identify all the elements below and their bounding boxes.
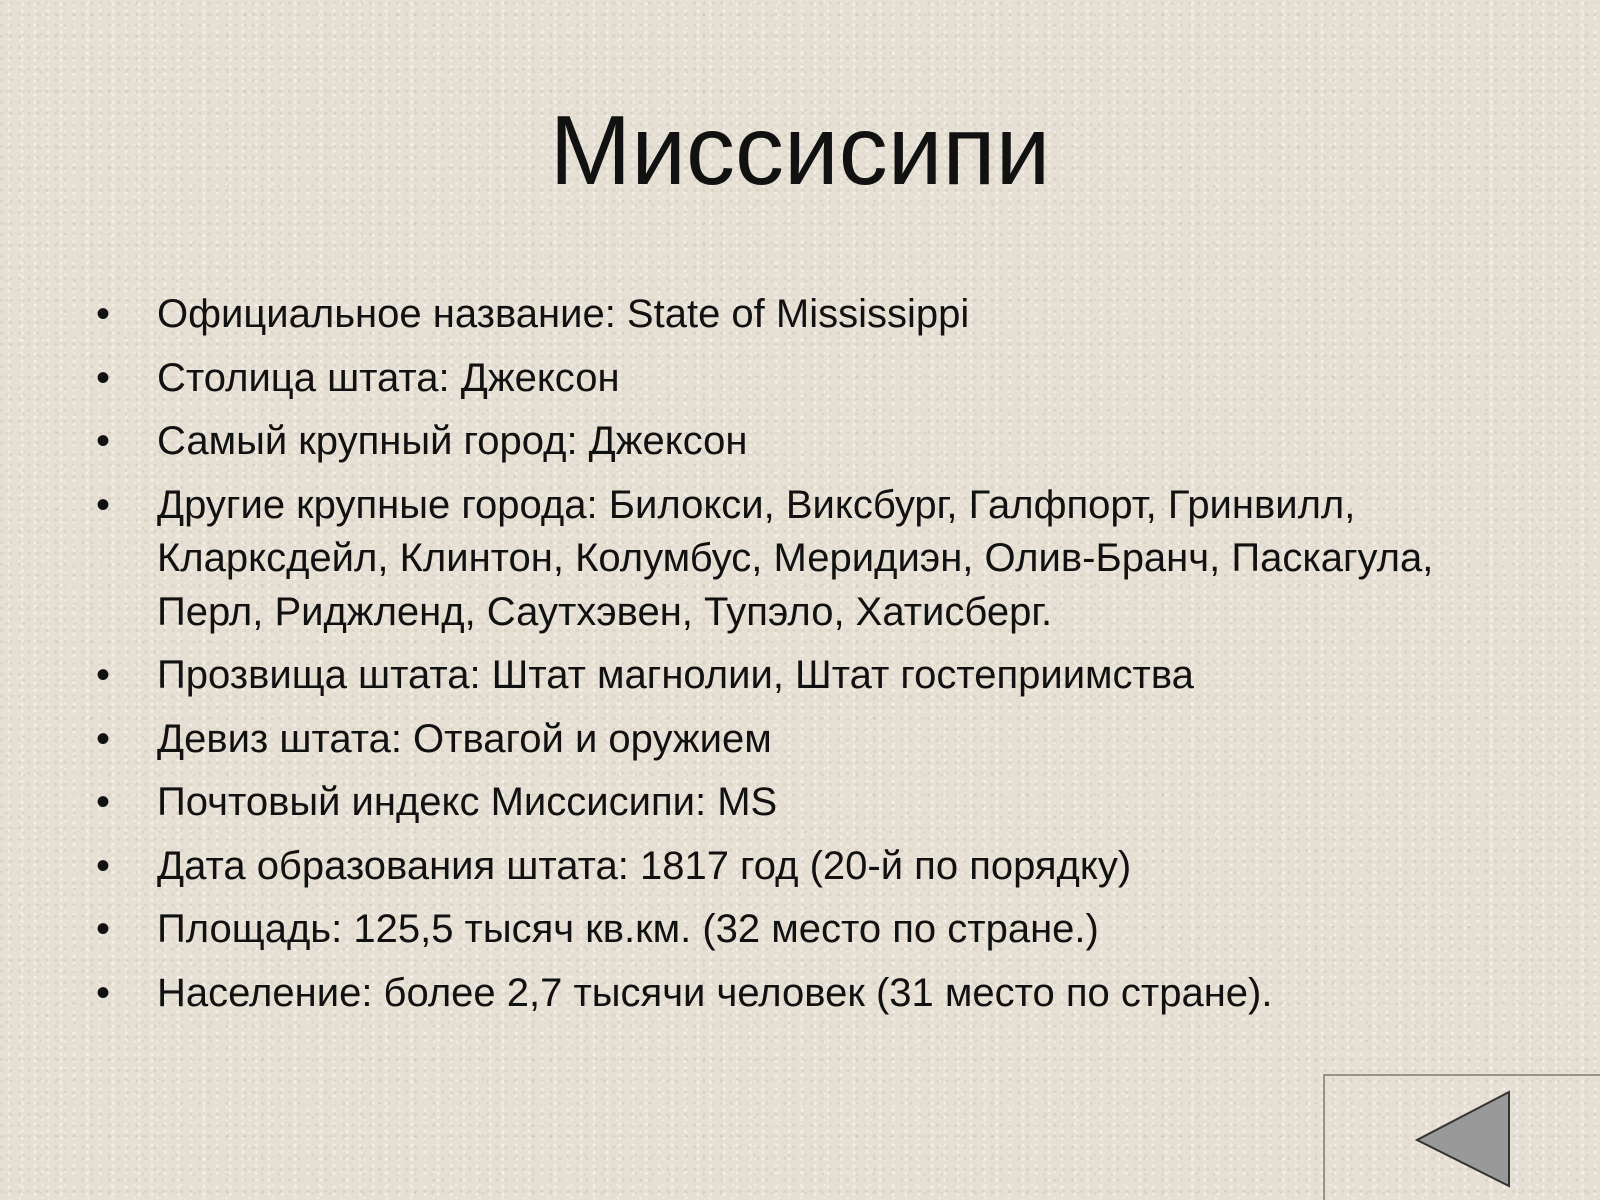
bullet-marker: • (96, 780, 111, 824)
bullet-item-area (96, 903, 1496, 957)
bullet-text: Дата образования штата: 1817 год (20-й по порядку) (157, 843, 1132, 888)
back-button[interactable] (1323, 1074, 1600, 1200)
bullet-text: Официальное название: State of Mississippi (157, 292, 970, 336)
bullet-text: Девиз штата: Отвагой и оружием (157, 716, 772, 761)
bullet-text: Площадь: 125,5 тысяч кв.км. (32 место по стране.) (157, 907, 1099, 951)
bullet-marker: • (96, 716, 111, 761)
bullet-item-other-cities (96, 479, 1496, 640)
slide-title: Миссисипи (549, 95, 1051, 205)
bullet-text: Население: более 2,7 тысячи человек (31 место по стране). (157, 970, 1273, 1015)
bullet-marker: • (96, 843, 111, 888)
bullet-marker: • (96, 482, 111, 527)
bullet-marker: • (96, 907, 111, 951)
bullet-item-motto (96, 713, 1496, 767)
bullet-item-postal-code (96, 776, 1496, 830)
bullet-item-official-name (96, 288, 1496, 342)
bullet-text: Почтовый индекс Миссисипи: MS (157, 780, 778, 824)
bullet-item-capital (96, 352, 1496, 406)
bullet-marker: • (96, 653, 111, 697)
bullet-text: Другие крупные города: Билокси, Виксбург, Галфпорт, Гринвилл, Кларксдейл, Клинтон, Колумбус, Меридиэн, Олив-Бранч, Паскагула, Перл, Риджленд, Саутхэвен, Тупэло, Хатисберг. (157, 482, 1434, 634)
bullet-item-largest-city (96, 415, 1496, 469)
bullet-marker: • (96, 970, 111, 1015)
bullet-item-population (96, 967, 1496, 1021)
bullet-marker: • (96, 292, 111, 336)
bullet-item-statehood-date (96, 840, 1496, 894)
bullet-list (96, 288, 1496, 1030)
triangle-left-icon (1415, 1090, 1511, 1188)
bullet-marker: • (96, 355, 111, 400)
bullet-marker: • (96, 419, 111, 463)
bullet-item-nicknames (96, 649, 1496, 703)
bullet-text: Столица штата: Джексон (157, 355, 620, 400)
bullet-text: Прозвища штата: Штат магнолии, Штат гостеприимства (157, 653, 1194, 697)
bullet-text: Самый крупный город: Джексон (157, 419, 748, 463)
